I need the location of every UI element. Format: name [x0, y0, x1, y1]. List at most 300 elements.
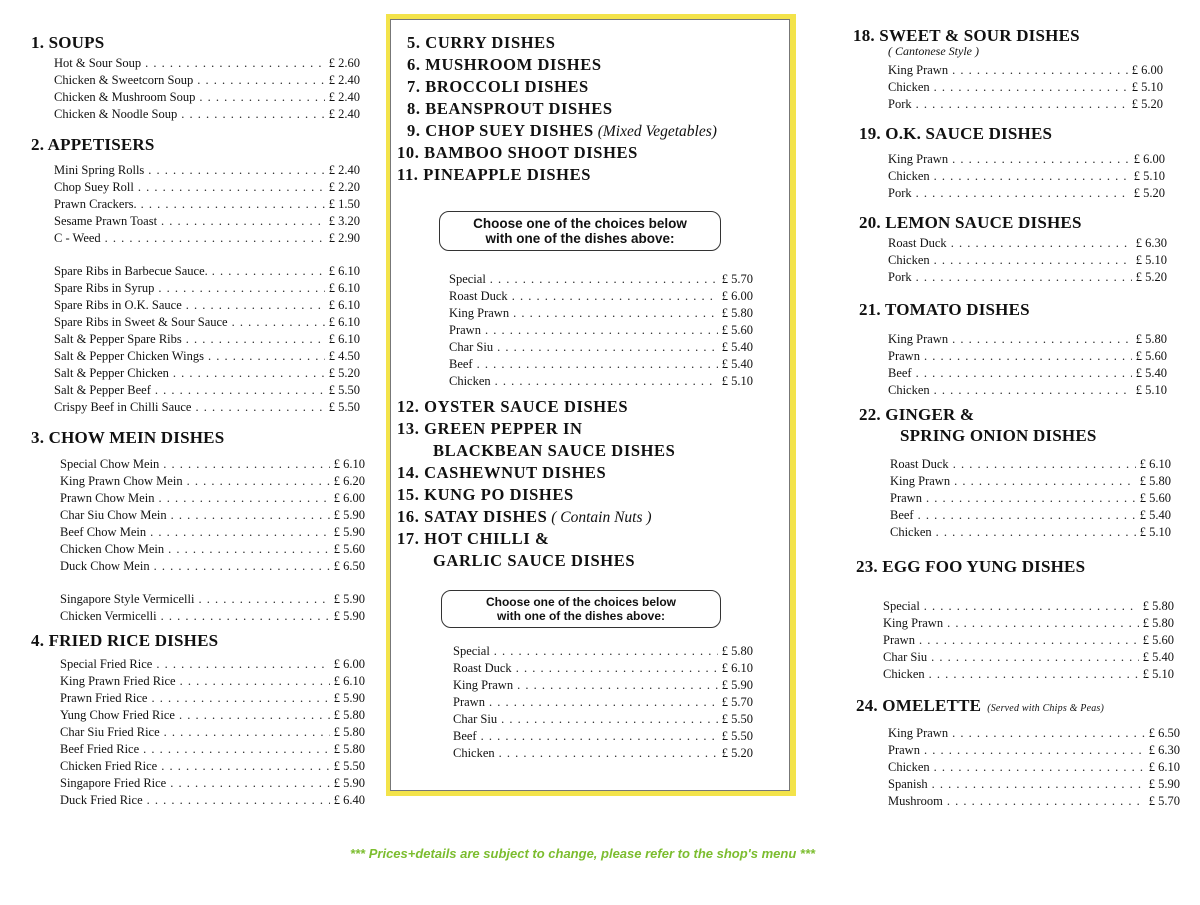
menu-item-row: [54, 214, 360, 229]
menu-item-row: [890, 457, 1171, 472]
menu-item-row: [54, 281, 360, 296]
menu-item-row: [60, 776, 365, 791]
dot-leader: [947, 794, 1145, 809]
dot-leader: [158, 281, 324, 296]
section-title-fried-rice: 4. FRIED RICE DISHES: [31, 631, 219, 650]
item-price: £ 5.60: [1142, 633, 1174, 647]
item-name: Duck Chow Mein: [60, 559, 150, 573]
dot-leader: [199, 90, 324, 105]
dot-leader: [232, 315, 325, 330]
menu-item-row: [54, 315, 360, 330]
dot-leader: [924, 599, 1139, 614]
dot-leader: [150, 525, 330, 540]
item-name: Spare Ribs in O.K. Sauce: [54, 298, 182, 312]
dish-category-heading: [407, 99, 613, 119]
dot-leader: [186, 332, 325, 347]
dot-leader: [952, 332, 1132, 347]
item-price: £ 2.40: [328, 163, 360, 177]
dot-leader: [212, 264, 325, 279]
dish-category-note: ( Contain Nuts ): [547, 509, 652, 526]
item-name: Spare Ribs in Sweet & Sour Sauce: [54, 315, 228, 329]
dish-category-heading: [397, 143, 638, 163]
menu-item-row: [453, 644, 753, 659]
item-name: Special Fried Rice: [60, 657, 153, 671]
item-price: £ 5.90: [333, 525, 365, 539]
dot-leader: [497, 340, 718, 355]
dot-leader: [198, 592, 329, 607]
section-title-egg-foo-yung: 23. EGG FOO YUNG DISHES: [856, 557, 1086, 576]
dot-leader: [143, 742, 330, 757]
item-price: £ 2.40: [328, 73, 360, 87]
item-price: £ 5.90: [333, 776, 365, 790]
dot-leader: [173, 366, 325, 381]
item-name: Spare Ribs in Syrup: [54, 281, 155, 295]
dot-leader: [186, 298, 325, 313]
section-title-omelette: 24. OMELETTE (Served with Chips & Peas): [856, 696, 1105, 715]
item-price: £ 6.00: [721, 289, 753, 303]
middle-panel: [386, 14, 796, 796]
menu-item-row: [54, 332, 360, 347]
dot-leader: [951, 236, 1132, 251]
item-name: King Prawn: [888, 152, 949, 166]
dot-leader: [929, 667, 1139, 682]
item-price: £ 5.40: [721, 357, 753, 371]
item-price: £ 6.10: [328, 298, 360, 312]
item-price: £ 5.80: [1139, 474, 1171, 488]
menu-item-row: [883, 616, 1174, 631]
item-price: £ 5.60: [1135, 349, 1167, 363]
item-price: £ 6.00: [1133, 152, 1165, 166]
item-price: £ 5.40: [721, 340, 753, 354]
choose-instruction-line: Choose one of the choices below: [485, 595, 677, 609]
menu-item-row: [60, 542, 365, 557]
menu-item-row: [888, 760, 1180, 775]
dot-leader: [501, 712, 718, 727]
item-name: King Prawn: [888, 332, 949, 346]
menu-item-row: [60, 674, 365, 689]
dot-leader: [924, 743, 1145, 758]
item-name: Singapore Fried Rice: [60, 776, 167, 790]
menu-item-row: [449, 374, 753, 389]
dot-leader: [926, 491, 1136, 506]
section-title-ok-sauce: 19. O.K. SAUCE DISHES: [859, 124, 1053, 143]
dot-leader: [171, 508, 330, 523]
dot-leader: [155, 383, 325, 398]
item-name: Roast Duck: [890, 457, 949, 471]
menu-item-row: [888, 152, 1165, 167]
item-name: Char Siu Chow Mein: [60, 508, 167, 522]
item-name: Prawn Fried Rice: [60, 691, 148, 705]
item-name: Pork: [888, 270, 912, 284]
item-price: £ 6.50: [333, 559, 365, 573]
menu-item-row: [888, 332, 1167, 347]
section-title-spring-onion: SPRING ONION DISHES: [900, 426, 1097, 445]
item-name: Pork: [888, 186, 912, 200]
dot-leader: [499, 746, 718, 761]
menu-item-row: [60, 592, 365, 607]
item-price: £ 5.80: [1142, 599, 1174, 613]
section-title-sweet-sour: 18. SWEET & SOUR DISHES: [853, 26, 1080, 45]
item-price: £ 6.00: [333, 491, 365, 505]
dish-category-label: 14. CASHEWNUT DISHES: [397, 463, 607, 482]
item-name: Special: [449, 272, 486, 286]
item-price: £ 5.90: [333, 691, 365, 705]
dish-category-label: 16. SATAY DISHES: [397, 507, 548, 526]
menu-item-row: [60, 742, 365, 757]
menu-item-row: [883, 599, 1174, 614]
menu-item-row: [54, 264, 360, 279]
item-name: Prawn: [883, 633, 915, 647]
item-name: C - Weed: [54, 231, 101, 245]
menu-item-row: [60, 508, 365, 523]
menu-item-row: [888, 366, 1167, 381]
item-price: £ 5.80: [1142, 616, 1174, 630]
menu-item-row: [54, 163, 360, 178]
section-title-lemon-sauce: 20. LEMON SAUCE DISHES: [859, 213, 1082, 232]
item-price: £ 6.30: [1135, 236, 1167, 250]
item-name: Salt & Pepper Spare Ribs: [54, 332, 182, 346]
item-name: Roast Duck: [888, 236, 947, 250]
menu-item-row: [883, 650, 1174, 665]
menu-item-row: [60, 657, 365, 672]
menu-item-row: [888, 743, 1180, 758]
item-price: £ 6.30: [1148, 743, 1180, 757]
item-name: Roast Duck: [449, 289, 508, 303]
dot-leader: [932, 777, 1145, 792]
item-name: King Prawn Chow Mein: [60, 474, 183, 488]
item-name: Hot & Sour Soup: [54, 56, 142, 70]
dish-category-label: 8. BEANSPROUT DISHES: [407, 99, 613, 118]
dot-leader: [954, 474, 1136, 489]
menu-item-row: [888, 97, 1163, 112]
menu-item-row: [449, 340, 753, 355]
item-price: £ 5.20: [328, 366, 360, 380]
dot-leader: [138, 180, 325, 195]
menu-item-row: [453, 695, 753, 710]
item-name: Singapore Style Vermicelli: [60, 592, 195, 606]
section-subtitle-omelette: (Served with Chips & Peas): [987, 703, 1105, 714]
item-name: Roast Duck: [453, 661, 512, 675]
menu-item-row: [888, 186, 1165, 201]
item-name: Special: [453, 644, 490, 658]
item-price: £ 2.90: [328, 231, 360, 245]
dish-category-label: 7. BROCCOLI DISHES: [407, 77, 589, 96]
choose-instruction-line: with one of the dishes above:: [485, 231, 675, 246]
dish-category-label: 12. OYSTER SAUCE DISHES: [397, 397, 629, 416]
item-name: Chicken: [883, 667, 925, 681]
item-price: £ 5.20: [1133, 186, 1165, 200]
item-name: Char Siu: [449, 340, 494, 354]
item-name: Mushroom: [888, 794, 943, 808]
menu-item-row: [60, 525, 365, 540]
dish-category-heading: [397, 397, 628, 417]
menu-item-row: [60, 491, 365, 506]
item-price: £ 6.40: [333, 793, 365, 807]
dot-leader: [916, 270, 1132, 285]
dot-leader: [147, 793, 330, 808]
item-name: Special: [883, 599, 920, 613]
dot-leader: [145, 56, 325, 71]
choose-box-upper: [439, 211, 721, 251]
item-price: £ 5.10: [1135, 383, 1167, 397]
item-name: Sesame Prawn Toast: [54, 214, 158, 228]
item-name: Mini Spring Rolls: [54, 163, 145, 177]
item-name: Prawn: [449, 323, 481, 337]
menu-item-row: [54, 366, 360, 381]
dish-category-heading: [397, 419, 583, 439]
footer-disclaimer: *** Prices+details are subject to change, please refer to the shop's menu ***: [349, 846, 816, 861]
menu-item-row: [60, 559, 365, 574]
item-name: King Prawn: [883, 616, 944, 630]
item-price: £ 2.40: [328, 90, 360, 104]
menu-item-row: [449, 357, 753, 372]
menu-item-row: [54, 56, 360, 71]
item-price: £ 5.40: [1139, 508, 1171, 522]
menu-item-row: [890, 508, 1171, 523]
item-name: Char Siu Fried Rice: [60, 725, 160, 739]
dish-category-label: 5. CURRY DISHES: [407, 33, 556, 52]
dot-leader: [936, 525, 1136, 540]
section-title-ginger: 22. GINGER &: [859, 405, 975, 424]
item-price: £ 2.20: [328, 180, 360, 194]
choose-instruction-line: with one of the dishes above:: [496, 609, 666, 623]
item-price: £ 5.20: [1131, 97, 1163, 111]
item-name: Chicken: [888, 169, 930, 183]
dot-leader: [161, 214, 325, 229]
menu-item-row: [54, 107, 360, 122]
menu-item-row: [890, 474, 1171, 489]
menu-item-row: [888, 253, 1167, 268]
item-price: £ 5.10: [1139, 525, 1171, 539]
item-price: £ 6.20: [333, 474, 365, 488]
menu-item-row: [54, 349, 360, 364]
dish-category-heading: [407, 121, 717, 141]
dot-leader: [924, 349, 1132, 364]
dot-leader: [485, 323, 718, 338]
item-price: £ 5.70: [721, 695, 753, 709]
dish-category-heading: [407, 55, 602, 75]
dot-leader: [953, 457, 1136, 472]
dot-leader: [512, 289, 718, 304]
dot-leader: [158, 491, 329, 506]
menu-item-row: [888, 236, 1167, 251]
dot-leader: [208, 349, 325, 364]
dot-leader: [919, 633, 1139, 648]
dot-leader: [197, 73, 325, 88]
dot-leader: [105, 231, 325, 246]
item-price: £ 5.80: [333, 725, 365, 739]
item-price: £ 6.10: [1148, 760, 1180, 774]
menu-item-row: [888, 383, 1167, 398]
dot-leader: [181, 107, 324, 122]
item-name: Crispy Beef in Chilli Sauce: [54, 400, 192, 414]
section-title-soups: 1. SOUPS: [31, 33, 105, 52]
item-name: Chicken: [890, 525, 932, 539]
menu-item-row: [54, 400, 360, 415]
item-price: £ 5.90: [333, 592, 365, 606]
item-name: Char Siu: [453, 712, 498, 726]
dot-leader: [490, 272, 718, 287]
menu-item-row: [453, 729, 753, 744]
dish-category-heading: [433, 441, 675, 461]
dish-category-note: (Mixed Vegetables): [593, 123, 717, 140]
item-price: £ 5.60: [333, 542, 365, 556]
item-price: £ 5.90: [721, 678, 753, 692]
item-name: King Prawn Fried Rice: [60, 674, 176, 688]
item-price: £ 5.10: [1131, 80, 1163, 94]
dot-leader: [934, 169, 1130, 184]
item-price: £ 5.50: [333, 759, 365, 773]
menu-item-row: [883, 667, 1174, 682]
dot-leader: [161, 609, 330, 624]
item-name: Salt & Pepper Chicken: [54, 366, 169, 380]
menu-item-row: [54, 90, 360, 105]
item-price: £ 5.50: [721, 712, 753, 726]
item-price: £ 5.90: [333, 609, 365, 623]
item-price: £ 5.40: [1135, 366, 1167, 380]
menu-item-row: [60, 793, 365, 808]
menu-item-row: [54, 73, 360, 88]
dot-leader: [516, 661, 718, 676]
menu-item-row: [54, 231, 360, 246]
dot-leader: [931, 650, 1139, 665]
section-subtitle-cantonese: ( Cantonese Style ): [888, 44, 979, 58]
item-price: £ 6.00: [333, 657, 365, 671]
item-name: Spanish: [888, 777, 928, 791]
item-name: Chicken Vermicelli: [60, 609, 157, 623]
item-price: £ 5.80: [1135, 332, 1167, 346]
dot-leader: [952, 63, 1128, 78]
menu-item-row: [60, 609, 365, 624]
item-price: £ 5.10: [1142, 667, 1174, 681]
dish-category-label: 11. PINEAPPLE DISHES: [397, 165, 591, 184]
item-price: £ 3.20: [328, 214, 360, 228]
item-name: King Prawn: [888, 726, 949, 740]
dot-leader: [934, 383, 1132, 398]
menu-item-row: [54, 298, 360, 313]
dot-leader: [918, 508, 1136, 523]
item-price: £ 5.70: [1148, 794, 1180, 808]
dot-leader: [180, 674, 330, 689]
section-title-appetisers: 2. APPETISERS: [31, 135, 155, 154]
dot-leader: [148, 163, 324, 178]
item-name: King Prawn: [890, 474, 951, 488]
dish-category-heading: [397, 165, 591, 185]
dot-leader: [947, 616, 1139, 631]
menu-item-row: [449, 289, 753, 304]
item-price: £ 4.50: [328, 349, 360, 363]
item-name: King Prawn: [449, 306, 510, 320]
item-name: Chicken: [888, 383, 930, 397]
item-name: Beef: [453, 729, 477, 743]
item-price: £ 6.50: [1148, 726, 1180, 740]
dish-category-label: 15. KUNG PO DISHES: [397, 485, 574, 504]
item-name: Prawn: [890, 491, 922, 505]
menu-item-row: [54, 383, 360, 398]
item-price: £ 6.10: [328, 281, 360, 295]
dot-leader: [952, 726, 1145, 741]
item-price: £ 5.50: [328, 400, 360, 414]
menu-item-row: [449, 272, 753, 287]
item-price: £ 6.10: [333, 457, 365, 471]
dot-leader: [934, 80, 1128, 95]
dish-category-label: 6. MUSHROOM DISHES: [407, 55, 602, 74]
item-name: Beef: [890, 508, 914, 522]
item-name: Prawn Chow Mein: [60, 491, 155, 505]
item-price: £ 6.10: [328, 264, 360, 278]
item-name: Pork: [888, 97, 912, 111]
menu-item-row: [60, 691, 365, 706]
dish-category-heading: [407, 33, 556, 53]
dot-leader: [934, 253, 1132, 268]
dish-category-label: 13. GREEN PEPPER IN: [397, 419, 583, 438]
dot-leader: [154, 559, 330, 574]
item-name: Chicken & Noodle Soup: [54, 107, 178, 121]
menu-item-row: [888, 726, 1180, 741]
dot-leader: [916, 186, 1130, 201]
dot-leader: [195, 400, 324, 415]
menu-item-row: [453, 678, 753, 693]
menu-item-row: [888, 169, 1165, 184]
item-name: Chicken & Sweetcorn Soup: [54, 73, 194, 87]
menu-item-row: [60, 474, 365, 489]
menu-item-row: [449, 323, 753, 338]
item-name: Prawn: [453, 695, 485, 709]
item-name: Chicken: [449, 374, 491, 388]
dot-leader: [164, 725, 330, 740]
item-price: £ 6.10: [328, 332, 360, 346]
item-name: Spare Ribs in Barbecue Sauce.: [54, 264, 208, 278]
item-name: Beef: [888, 366, 912, 380]
item-price: £ 1.50: [328, 197, 360, 211]
menu-item-row: [453, 746, 753, 761]
item-name: Salt & Pepper Chicken Wings: [54, 349, 204, 363]
item-name: Prawn Crackers.: [54, 197, 137, 211]
menu-item-row: [883, 633, 1174, 648]
item-name: Beef Fried Rice: [60, 742, 140, 756]
dot-leader: [916, 97, 1128, 112]
item-price: £ 5.80: [333, 742, 365, 756]
item-name: Beef: [449, 357, 473, 371]
menu-item-row: [54, 180, 360, 195]
menu-item-row: [888, 270, 1167, 285]
dish-category-label: 17. HOT CHILLI &: [397, 529, 550, 548]
item-price: £ 5.70: [721, 272, 753, 286]
item-name: Char Siu: [883, 650, 928, 664]
item-price: £ 2.40: [328, 107, 360, 121]
item-price: £ 5.90: [333, 508, 365, 522]
dish-category-label: BLACKBEAN SAUCE DISHES: [433, 441, 676, 460]
item-name: Chicken: [888, 760, 930, 774]
item-price: £ 5.80: [721, 306, 753, 320]
menu-item-row: [60, 708, 365, 723]
item-name: Chicken Fried Rice: [60, 759, 158, 773]
item-name: Duck Fried Rice: [60, 793, 143, 807]
item-name: Chicken & Mushroom Soup: [54, 90, 196, 104]
dot-leader: [513, 306, 718, 321]
dot-leader: [916, 366, 1132, 381]
item-price: £ 5.20: [721, 746, 753, 760]
choose-box-lower: [441, 590, 721, 628]
menu-item-row: [54, 197, 360, 212]
item-price: £ 5.50: [721, 729, 753, 743]
dish-category-heading: [397, 485, 574, 505]
dot-leader: [489, 695, 718, 710]
dot-leader: [170, 776, 330, 791]
dot-leader: [151, 691, 329, 706]
dot-leader: [517, 678, 718, 693]
item-name: King Prawn: [888, 63, 949, 77]
